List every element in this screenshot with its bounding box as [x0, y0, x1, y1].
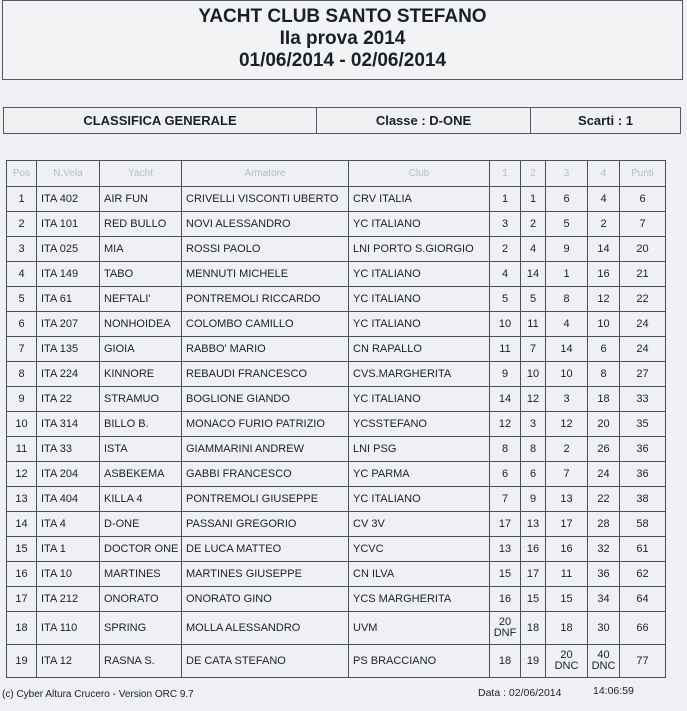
cell-race4: 30 [588, 612, 620, 645]
cell-club: YC ITALIANO [349, 387, 490, 412]
report-header [2, 0, 683, 80]
col-header-yacht: Yacht [100, 161, 182, 187]
cell-pos: 12 [7, 462, 37, 487]
col-header-sail: N.Vela [37, 161, 100, 187]
table-row [7, 612, 666, 645]
cell-race1: 8 [490, 437, 521, 462]
cell-race2: 4 [521, 237, 546, 262]
col-header-race1: 1 [490, 161, 521, 187]
cell-race4: 16 [588, 262, 620, 287]
cell-club: YC ITALIANO [349, 262, 490, 287]
cell-points: 21 [620, 262, 666, 287]
cell-race1: 13 [490, 537, 521, 562]
cell-race4-code: DNC [591, 660, 616, 672]
col-header-owner: Armatore [182, 161, 349, 187]
cell-sail-number: ITA 025 [37, 237, 100, 262]
cell-owner: ONORATO GINO [182, 587, 349, 612]
table-row [7, 187, 666, 212]
cell-race3: 5 [546, 212, 588, 237]
results-table [6, 160, 666, 678]
cell-race4: 22 [588, 487, 620, 512]
cell-sail-number: ITA 10 [37, 562, 100, 587]
cell-owner: DE CATA STEFANO [182, 645, 349, 678]
col-header-club: Club [349, 161, 490, 187]
cell-race2: 7 [521, 337, 546, 362]
cell-owner: MOLLA ALESSANDRO [182, 612, 349, 645]
cell-pos: 14 [7, 512, 37, 537]
table-row [7, 587, 666, 612]
cell-owner: REBAUDI FRANCESCO [182, 362, 349, 387]
cell-race1: 14 [490, 387, 521, 412]
cell-pos: 8 [7, 362, 37, 387]
cell-club: LNI PORTO S.GIORGIO [349, 237, 490, 262]
cell-yacht: RED BULLO [100, 212, 182, 237]
cell-race2: 3 [521, 412, 546, 437]
cell-club: YCS MARGHERITA [349, 587, 490, 612]
cell-yacht: AIR FUN [100, 187, 182, 212]
cell-race3-score: 20 [560, 649, 573, 661]
cell-sail-number: ITA 204 [37, 462, 100, 487]
cell-points: 24 [620, 337, 666, 362]
cell-club: CN ILVA [349, 562, 490, 587]
cell-club: CV 3V [349, 512, 490, 537]
cell-race4: 10 [588, 312, 620, 337]
table-row [7, 287, 666, 312]
cell-owner: GABBI FRANCESCO [182, 462, 349, 487]
cell-owner: PASSANI GREGORIO [182, 512, 349, 537]
cell-owner: MENNUTI MICHELE [182, 262, 349, 287]
cell-pos: 10 [7, 412, 37, 437]
cell-points: 61 [620, 537, 666, 562]
table-row [7, 262, 666, 287]
cell-yacht: TABO [100, 262, 182, 287]
print-time: 14:06:59 [593, 685, 634, 697]
cell-race4: 18 [588, 387, 620, 412]
cell-yacht: ASBEKEMA [100, 462, 182, 487]
cell-race1: 9 [490, 362, 521, 387]
cell-sail-number: ITA 101 [37, 212, 100, 237]
cell-race1: 3 [490, 212, 521, 237]
cell-pos: 18 [7, 612, 37, 645]
cell-pos: 16 [7, 562, 37, 587]
cell-points: 35 [620, 412, 666, 437]
cell-race4: 28 [588, 512, 620, 537]
col-header-race3: 3 [546, 161, 588, 187]
cell-race1: 4 [490, 262, 521, 287]
cell-pos: 4 [7, 262, 37, 287]
software-credit: (c) Cyber Altura Crucero - Version ORC 9.7 [2, 689, 194, 700]
cell-race4: 34 [588, 587, 620, 612]
table-row [7, 462, 666, 487]
cell-owner: ROSSI PAOLO [182, 237, 349, 262]
cell-owner: COLOMBO CAMILLO [182, 312, 349, 337]
event-title: IIa prova 2014 [279, 28, 406, 49]
cell-owner: MONACO FURIO PATRIZIO [182, 412, 349, 437]
cell-pos: 1 [7, 187, 37, 212]
cell-race3: 6 [546, 187, 588, 212]
cell-race2: 16 [521, 537, 546, 562]
event-dates: 01/06/2014 - 02/06/2014 [238, 50, 447, 71]
cell-race1: 2 [490, 237, 521, 262]
table-row [7, 437, 666, 462]
cell-owner: DE LUCA MATTEO [182, 537, 349, 562]
cell-race1 [490, 612, 521, 645]
cell-race2: 11 [521, 312, 546, 337]
table-header-row [7, 161, 666, 187]
cell-race4: 24 [588, 462, 620, 487]
cell-race2: 18 [521, 612, 546, 645]
cell-yacht: RASNA S. [100, 645, 182, 678]
classification-bar [3, 107, 681, 134]
cell-yacht: SPRING [100, 612, 182, 645]
cell-points: 22 [620, 287, 666, 312]
cell-race4: 36 [588, 562, 620, 587]
cell-race1: 18 [490, 645, 521, 678]
table-row [7, 387, 666, 412]
cell-yacht: MARTINES [100, 562, 182, 587]
cell-race2: 6 [521, 462, 546, 487]
cell-club: UVM [349, 612, 490, 645]
table-row [7, 412, 666, 437]
cell-sail-number: ITA 135 [37, 337, 100, 362]
cell-race2: 12 [521, 387, 546, 412]
cell-race3: 7 [546, 462, 588, 487]
cell-sail-number: ITA 402 [37, 187, 100, 212]
cell-race3: 11 [546, 562, 588, 587]
table-row [7, 562, 666, 587]
cell-points: 38 [620, 487, 666, 512]
cell-race3: 4 [546, 312, 588, 337]
cell-race3: 10 [546, 362, 588, 387]
cell-sail-number: ITA 224 [37, 362, 100, 387]
cell-sail-number: ITA 61 [37, 287, 100, 312]
cell-pos: 17 [7, 587, 37, 612]
cell-points: 7 [620, 212, 666, 237]
cell-sail-number: ITA 110 [37, 612, 100, 645]
cell-club: YCVC [349, 537, 490, 562]
cell-race2: 1 [521, 187, 546, 212]
cell-race3: 9 [546, 237, 588, 262]
cell-yacht: NONHOIDEA [100, 312, 182, 337]
print-date: Data : 02/06/2014 [478, 687, 562, 699]
cell-race4: 14 [588, 237, 620, 262]
cell-race4-score: 40 [597, 649, 610, 661]
cell-pos: 15 [7, 537, 37, 562]
cell-race3: 8 [546, 287, 588, 312]
cell-race3: 2 [546, 437, 588, 462]
cell-race3: 14 [546, 337, 588, 362]
cell-yacht: STRAMUO [100, 387, 182, 412]
cell-race3-code: DNC [554, 660, 579, 672]
cell-sail-number: ITA 22 [37, 387, 100, 412]
cell-race4: 20 [588, 412, 620, 437]
cell-club: YC ITALIANO [349, 312, 490, 337]
cell-race2: 15 [521, 587, 546, 612]
cell-sail-number: ITA 404 [37, 487, 100, 512]
table-row [7, 337, 666, 362]
cell-points: 62 [620, 562, 666, 587]
cell-race3: 16 [546, 537, 588, 562]
col-header-race2: 2 [521, 161, 546, 187]
cell-club: YC ITALIANO [349, 212, 490, 237]
cell-race3: 3 [546, 387, 588, 412]
col-header-points: Punti [620, 161, 666, 187]
cell-pos: 3 [7, 237, 37, 262]
cell-owner: NOVI ALESSANDRO [182, 212, 349, 237]
cell-points: 33 [620, 387, 666, 412]
cell-club: YC PARMA [349, 462, 490, 487]
cell-club: YC ITALIANO [349, 287, 490, 312]
cell-race2: 9 [521, 487, 546, 512]
class-label: Classe : D-ONE [317, 108, 531, 133]
cell-race1: 7 [490, 487, 521, 512]
cell-race4: 32 [588, 537, 620, 562]
cell-sail-number: ITA 12 [37, 645, 100, 678]
cell-race1: 12 [490, 412, 521, 437]
cell-race3: 13 [546, 487, 588, 512]
cell-race4: 4 [588, 187, 620, 212]
cell-sail-number: ITA 212 [37, 587, 100, 612]
cell-owner: PONTREMOLI RICCARDO [182, 287, 349, 312]
table-row [7, 312, 666, 337]
cell-race1-score: 20 [498, 616, 512, 628]
cell-race2: 19 [521, 645, 546, 678]
cell-race2: 17 [521, 562, 546, 587]
cell-pos: 19 [7, 645, 37, 678]
cell-race1: 5 [490, 287, 521, 312]
cell-race1: 6 [490, 462, 521, 487]
cell-points: 27 [620, 362, 666, 387]
table-row [7, 362, 666, 387]
cell-yacht: D-ONE [100, 512, 182, 537]
cell-yacht: MIA [100, 237, 182, 262]
cell-race1-code: DNF [493, 627, 517, 639]
cell-points: 20 [620, 237, 666, 262]
cell-pos: 9 [7, 387, 37, 412]
cell-yacht: KILLA 4 [100, 487, 182, 512]
table-row [7, 487, 666, 512]
cell-pos: 6 [7, 312, 37, 337]
cell-owner: PONTREMOLI GIUSEPPE [182, 487, 349, 512]
cell-sail-number: ITA 314 [37, 412, 100, 437]
cell-sail-number: ITA 207 [37, 312, 100, 337]
cell-pos: 2 [7, 212, 37, 237]
cell-race3: 1 [546, 262, 588, 287]
cell-race2: 2 [521, 212, 546, 237]
cell-sail-number: ITA 4 [37, 512, 100, 537]
club-title: YACHT CLUB SANTO STEFANO [198, 6, 487, 27]
cell-club: YCSSTEFANO [349, 412, 490, 437]
cell-owner: MARTINES GIUSEPPE [182, 562, 349, 587]
cell-race3: 15 [546, 587, 588, 612]
classification-label: CLASSIFICA GENERALE [4, 108, 317, 133]
cell-race4: 26 [588, 437, 620, 462]
cell-race2: 13 [521, 512, 546, 537]
table-row [7, 537, 666, 562]
cell-race4: 6 [588, 337, 620, 362]
cell-points: 24 [620, 312, 666, 337]
discards-label: Scarti : 1 [578, 113, 633, 128]
cell-club: CRV ITALIA [349, 187, 490, 212]
cell-club: LNI PSG [349, 437, 490, 462]
col-header-pos: Pos [7, 161, 37, 187]
cell-race2: 14 [521, 262, 546, 287]
cell-yacht: ONORATO [100, 587, 182, 612]
cell-yacht: ISTA [100, 437, 182, 462]
cell-race1: 1 [490, 187, 521, 212]
cell-owner: CRIVELLI VISCONTI UBERTO [182, 187, 349, 212]
cell-points: 6 [620, 187, 666, 212]
cell-sail-number: ITA 1 [37, 537, 100, 562]
cell-pos: 11 [7, 437, 37, 462]
cell-club: PS BRACCIANO [349, 645, 490, 678]
cell-yacht: BILLO B. [100, 412, 182, 437]
cell-race3 [546, 645, 588, 678]
cell-yacht: NEFTALI' [100, 287, 182, 312]
cell-club: YC ITALIANO [349, 487, 490, 512]
cell-race4 [588, 645, 620, 678]
cell-points: 36 [620, 462, 666, 487]
cell-race4: 2 [588, 212, 620, 237]
cell-club: CVS.MARGHERITA [349, 362, 490, 387]
cell-yacht: KINNORE [100, 362, 182, 387]
col-header-race4: 4 [588, 161, 620, 187]
cell-race1: 16 [490, 587, 521, 612]
cell-race3: 18 [546, 612, 588, 645]
cell-pos: 7 [7, 337, 37, 362]
table-row [7, 212, 666, 237]
cell-pos: 13 [7, 487, 37, 512]
table-row [7, 645, 666, 678]
cell-points: 66 [620, 612, 666, 645]
cell-sail-number: ITA 149 [37, 262, 100, 287]
cell-club: CN RAPALLO [349, 337, 490, 362]
cell-race1: 17 [490, 512, 521, 537]
cell-race1: 11 [490, 337, 521, 362]
table-row [7, 512, 666, 537]
cell-yacht: GIOIA [100, 337, 182, 362]
cell-race4: 12 [588, 287, 620, 312]
cell-yacht: DOCTOR ONE [100, 537, 182, 562]
cell-race2: 10 [521, 362, 546, 387]
cell-race3: 12 [546, 412, 588, 437]
table-row [7, 237, 666, 262]
cell-points: 64 [620, 587, 666, 612]
cell-points: 58 [620, 512, 666, 537]
cell-owner: GIAMMARINI ANDREW [182, 437, 349, 462]
cell-owner: RABBO' MARIO [182, 337, 349, 362]
cell-race4: 8 [588, 362, 620, 387]
cell-race1: 15 [490, 562, 521, 587]
cell-sail-number: ITA 33 [37, 437, 100, 462]
cell-race3: 17 [546, 512, 588, 537]
cell-race1: 10 [490, 312, 521, 337]
cell-race2: 5 [521, 287, 546, 312]
cell-owner: BOGLIONE GIANDO [182, 387, 349, 412]
cell-race2: 8 [521, 437, 546, 462]
cell-points: 77 [620, 645, 666, 678]
cell-points: 36 [620, 437, 666, 462]
cell-pos: 5 [7, 287, 37, 312]
